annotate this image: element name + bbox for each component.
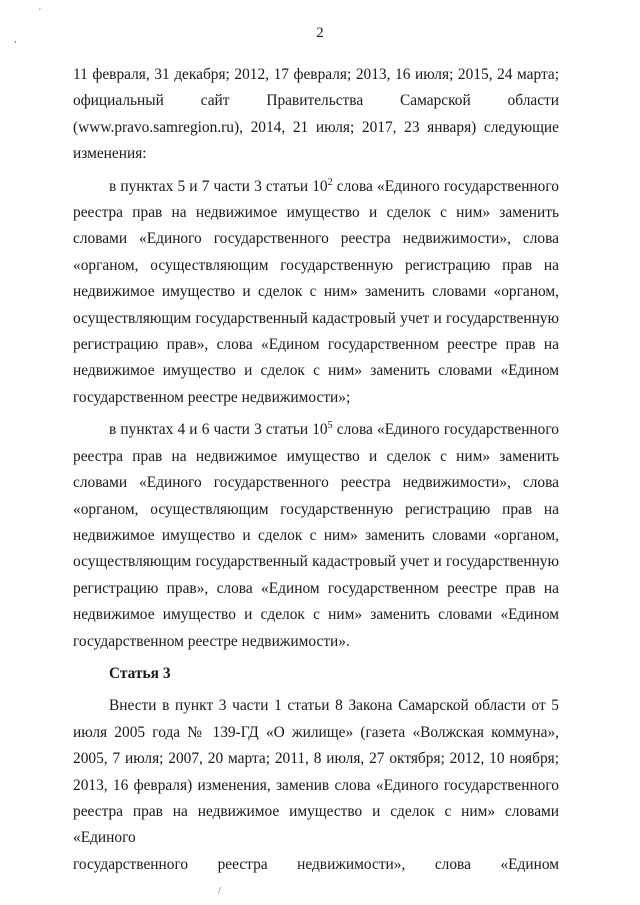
- paragraph-article-3: Внести в пункт 3 части 1 статьи 8 Закона Самарской области от 5 июля 2005 года № 139-ГД «О жилище» (газета «Волжская коммуна», 2005, 7 июля; 2007, 20 марта; 2011, 8 июля, 27 октября; 2012, 10 ноября; 2013, 16 февраля) изменения, заменив слова «Единого государственного реестра прав на недвижимое имущество и сделок с ним» словами «Единого: [73, 697, 559, 847]
- amendment-1-lead: в пунктах 5 и 7 части 3 статьи 10: [109, 177, 328, 195]
- amendment-2-superscript: 5: [327, 420, 333, 432]
- page-number: 2: [316, 25, 324, 41]
- document-body: [73, 62, 559, 878]
- paragraph-intro-rest: (www.pravo.samregion.ru), 2014, 21 июля; 2017, 23 января) следующие изменения:: [73, 118, 559, 163]
- paragraph-article-3-last-line: государственного реестра недвижимости», слова «Едином: [73, 855, 559, 873]
- scan-speck: ,: [14, 34, 17, 45]
- scan-speck: /: [218, 886, 221, 897]
- paragraph-intro-line1: 11 февраля, 31 декабря; 2012, 17 февраля; 2013, 16 июля; 2015, 24 марта;: [73, 66, 559, 83]
- scan-speck: ´: [38, 8, 42, 19]
- amendment-2-body: слова «Единого государственного реестра прав на недвижимое имущество и сделок с ним» заменить словами «Единого государственного реестра недвижимости», слова «органом, осуществляющим государственную регистрацию прав на недвижимое имущество и сделок с ним» заменить словами «органом, осуществляющим государственный кадастровый учет и государственную регистрацию прав», слова «Едином государственном реестре прав на недвижимое имущество и сделок с ним» заменить словами «Едином государственном реестре недвижимости».: [73, 421, 559, 650]
- paragraph-amendment-2: [73, 417, 559, 655]
- amendment-2-lead: в пунктах 4 и 6 части 3 статьи 10: [109, 421, 328, 439]
- article-heading: Статья 3: [109, 664, 171, 682]
- paragraph-intro-line2: официальный сайт Правительства Самарской области: [73, 92, 559, 110]
- amendment-1-body: слова «Единого государственного реестра прав на недвижимое имущество и сделок с ним» заменить словами «Единого государственного реестра недвижимости», слова «органом, осуществляющим государственную регистрацию прав на недвижимое имущество и сделок с ним» заменить словами «органом, осуществляющим государственный кадастровый учет и государственную регистрацию прав», слова «Едином государственном реестре прав на недвижимое имущество и сделок с ним» заменить словами «Едином государственном реестре недвижимости»;: [73, 177, 559, 406]
- paragraph-amendment-1: [73, 174, 559, 412]
- amendment-1-superscript: 2: [327, 176, 333, 188]
